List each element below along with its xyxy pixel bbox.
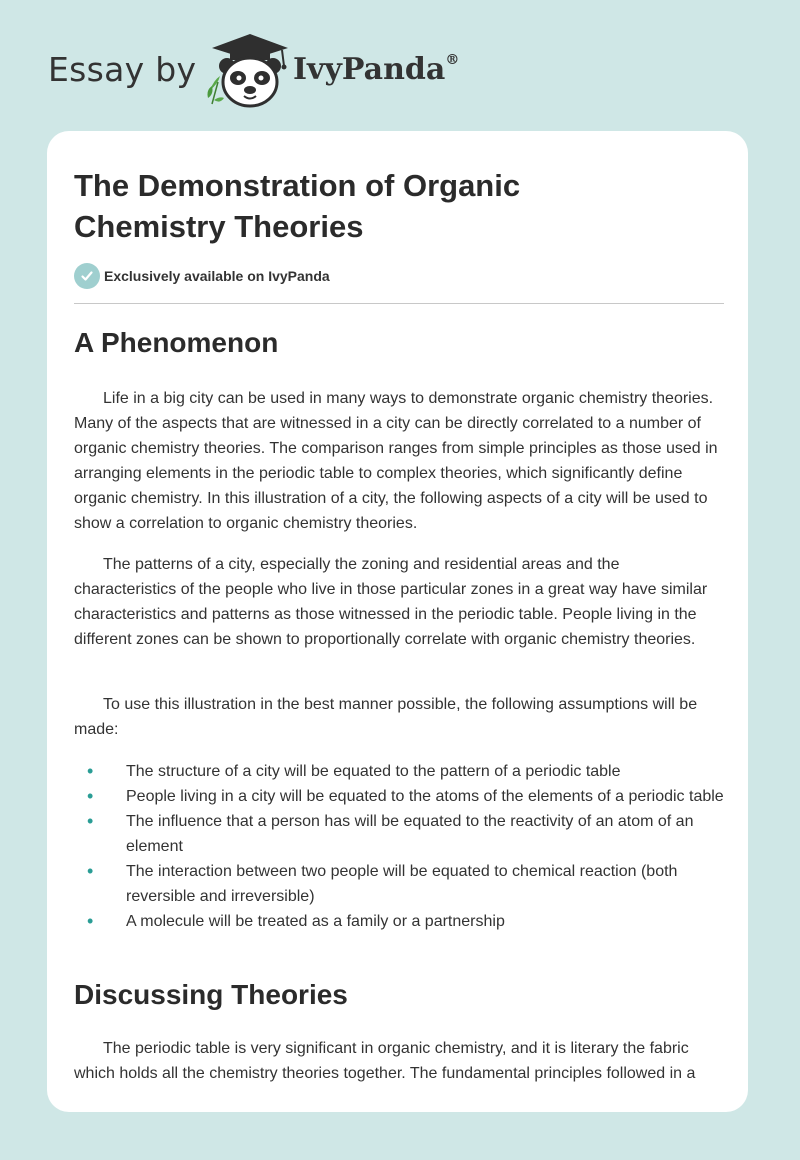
exclusive-badge [74, 263, 330, 289]
list-item: • The interaction between two people will be equated to chemical reaction (both reversible and irreversible) [74, 859, 725, 909]
essay-card [47, 131, 748, 1112]
paragraph: The patterns of a city, especially the zoning and residential areas and the characteristics of the people who live in those particular zones in a great way have similar characteristics and patterns as those witnessed in the periodic table. People living in the different zones can be shown to proportionally correlate with organic chemistry theories. [74, 556, 708, 648]
assumptions-list [74, 759, 725, 934]
badge-label: Exclusively available on IvyPanda [104, 268, 330, 284]
list-item: • The structure of a city will be equated to the pattern of a periodic table [74, 759, 725, 784]
registered-mark: ® [445, 52, 460, 68]
paragraph: To use this illustration in the best manner possible, the following assumptions will be made: [74, 696, 698, 738]
list-item: • A molecule will be treated as a family or a partnership [74, 909, 725, 934]
paragraph: The periodic table is very significant in organic chemistry, and it is literary the fabric which holds all the chemistry theories together. The fundamental principles followed in a [74, 1040, 696, 1082]
list-item: • People living in a city will be equated to the atoms of the elements of a periodic table [74, 784, 725, 809]
brand-name[interactable] [293, 52, 459, 87]
check-circle-icon [74, 263, 100, 289]
page-title: The Demonstration of Organic Chemistry Theories [74, 168, 521, 244]
site-header [0, 0, 800, 130]
brand-text: IvyPanda [293, 52, 446, 87]
ivypanda-logo-icon[interactable] [200, 32, 300, 112]
essay-by-label: Essay by [48, 50, 197, 89]
paragraph: Life in a big city can be used in many ways to demonstrate organic chemistry theories. Many of the aspects that are witnessed in a city can be directly correlated to a number of organic chemistry theories. The comparison ranges from simple principles as those used in arranging elements in the periodic table to complex theories, which significantly define organic chemistry. In this illustration of a city, the following aspects of a city will be used to show a correlation to organic chemistry theories. [74, 390, 718, 532]
list-item: • The influence that a person has will be equated to the reactivity of an atom of an element [74, 809, 725, 859]
section-heading-discussing-theories: Discussing Theories [74, 979, 348, 1010]
section-heading-phenomenon: A Phenomenon [74, 327, 279, 358]
divider [74, 303, 724, 304]
